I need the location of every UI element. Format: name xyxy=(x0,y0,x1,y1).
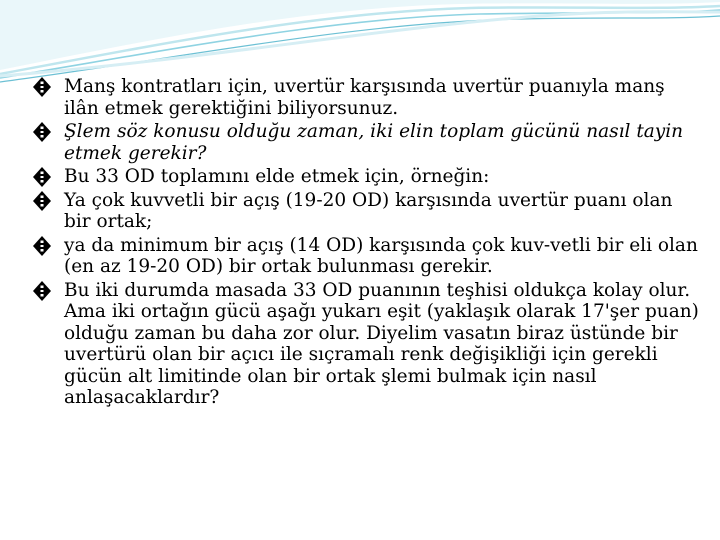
missing-glyph-icon xyxy=(32,236,52,256)
bullet-list xyxy=(32,76,702,411)
list-item xyxy=(32,121,702,164)
missing-glyph-icon xyxy=(32,77,52,97)
list-item-text: Ya çok kuvvetli bir açış (19-20 OD) karşısında uvertür puanı olan bir ortak; xyxy=(64,189,673,232)
list-item-text: Bu 33 OD toplamını elde etmek için, örneğin: xyxy=(64,166,490,187)
missing-glyph-icon xyxy=(32,281,52,301)
list-item-text: Manş kontratları için, uvertür karşısında uvertür puanıyla manş ilân etmek gerektiğini biliyorsunuz. xyxy=(64,76,665,119)
missing-glyph-icon xyxy=(32,167,52,187)
list-item-text: Bu iki durumda masada 33 OD puanının teşhisi oldukça kolay olur. Ama iki ortağın gücü aşağı yukarı eşit (yaklaşık olarak 17'şer puan) olduğu zaman bu daha zor olur. Diyelim vasatın biraz üstünde bir uvertürü olan bir açıcı ile sıçramalı renk değişikliği için gerekli gücün alt limitinde olan bir ortak şlemi bulmak için nasıl anlaşacaklardır? xyxy=(64,279,699,408)
list-item xyxy=(32,235,702,278)
missing-glyph-icon xyxy=(32,122,52,142)
list-item xyxy=(32,76,702,119)
list-item xyxy=(32,280,702,409)
list-item-text: Şlem söz konusu olduğu zaman, iki elin toplam gücünü nasıl tayin etmek gerekir? xyxy=(64,121,684,164)
list-item xyxy=(32,190,702,233)
list-item xyxy=(32,166,702,188)
list-item-text: ya da minimum bir açış (14 OD) karşısında çok kuv-vetli bir eli olan (en az 19-20 OD) bir ortak bulunması gerekir. xyxy=(64,234,698,277)
missing-glyph-icon xyxy=(32,191,52,211)
